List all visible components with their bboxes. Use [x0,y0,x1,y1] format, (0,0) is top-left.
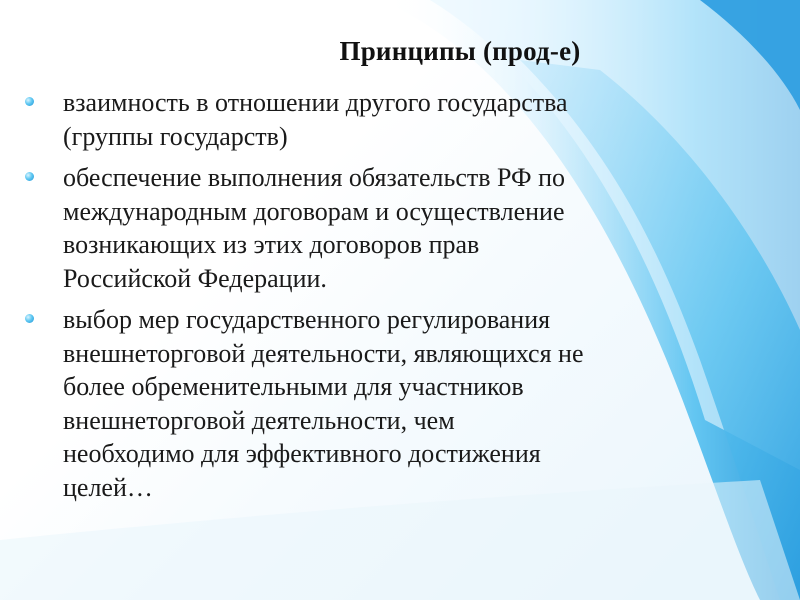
blue-sphere-bullet-icon [25,314,34,323]
blue-sphere-bullet-icon [25,172,34,181]
bullet-item-regulation-measures [22,303,752,504]
bullet-text: выбор мер государственного регулирования внешнеторговой деятельности, являющихся не более обременительными для участников внешнеторговой деятельности, чем необходимо для эффективного достижения целей… [63,305,584,502]
slide-title: Принципы (прод-е) [339,36,581,66]
bullet-text: взаимность в отношении другого государства (группы государств) [63,88,568,151]
bullet-item-obligations [22,161,752,295]
blue-sphere-bullet-icon [25,97,34,106]
bullet-text: обеспечение выполнения обязательств РФ по международным договорам и осуществление возникающих из этих договоров прав Российской Федерации. [63,163,565,293]
bullet-item-reciprocity [22,86,752,153]
bullet-list [22,86,752,512]
